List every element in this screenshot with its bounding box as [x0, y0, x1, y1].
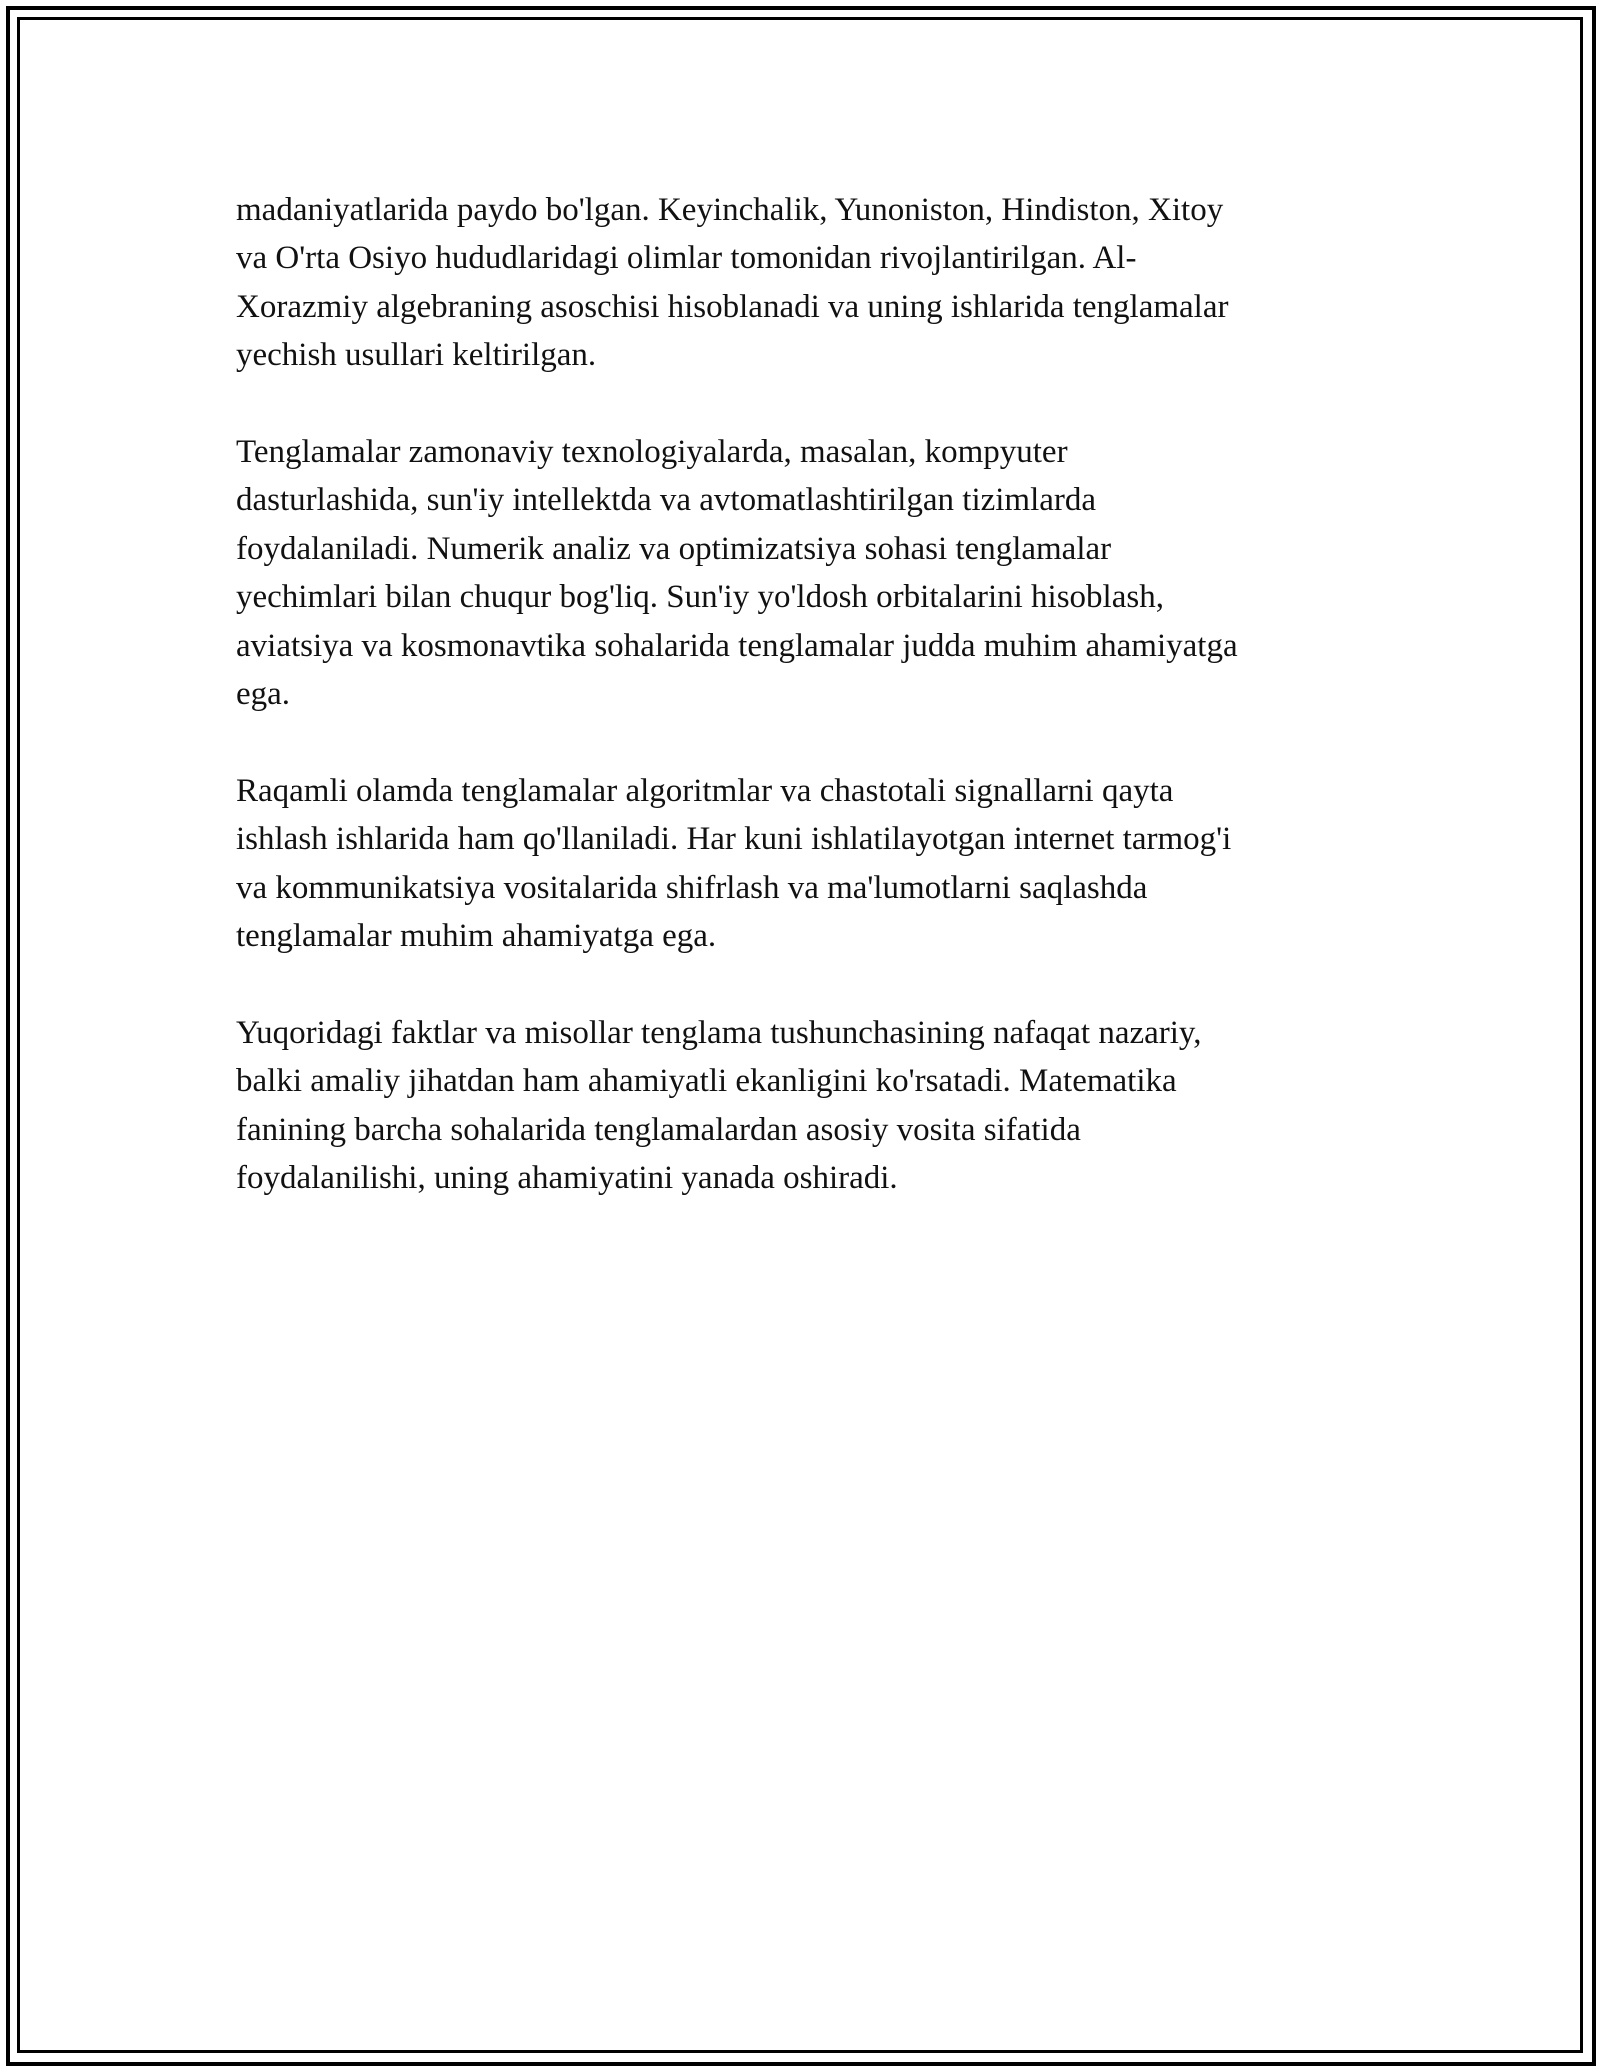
paragraph-4: Yuqoridagi faktlar va misollar tenglama tushunchasining nafaqat nazariy, balki amaliy jihatdan ham ahamiyatli ekanligini ko'rsatadi. Matematika fanining barcha sohalarida tenglamalardan asosiy vosita sifatida foydalanilishi, uning ahamiyatini yanada oshiradi. — [236, 1014, 1202, 1197]
document-body — [236, 186, 1376, 1251]
paragraph-2: Tenglamalar zamonaviy texnologiyalarda, masalan, kompyuter dasturlashida, sun'iy intellektda va avtomatlashtirilgan tizimlarda foydalaniladi. Numerik analiz va optimizatsiya sohasi tenglamalar yechimlari bilan chuqur bog'liq. Sun'iy yo'ldosh orbitalarini hisoblash, aviatsiya va kosmonavtika sohalarida tenglamalar judda muhim ahamiyatga ega. — [236, 434, 1238, 713]
paragraph-1: madaniyatlarida paydo bo'lgan. Keyinchalik, Yunoniston, Hindiston, Xitoy va O'rta Osiyo hududlaridagi olimlar tomonidan rivojlantirilgan. Al- Xorazmiy algebraning asoschisi hisoblanadi va uning ishlarida tenglamalar yechish usullari keltirilgan. — [236, 192, 1229, 374]
paragraph-3: Raqamli olamda tenglamalar algoritmlar va chastotali signallarni qayta ishlash ishlarida ham qo'llaniladi. Har kuni ishlatilayotgan internet tarmog'i va kommunikatsiya vositalarida shifrlash va ma'lumotlarni saqlashda tenglamalar muhim ahamiyatga ega. — [236, 772, 1232, 955]
